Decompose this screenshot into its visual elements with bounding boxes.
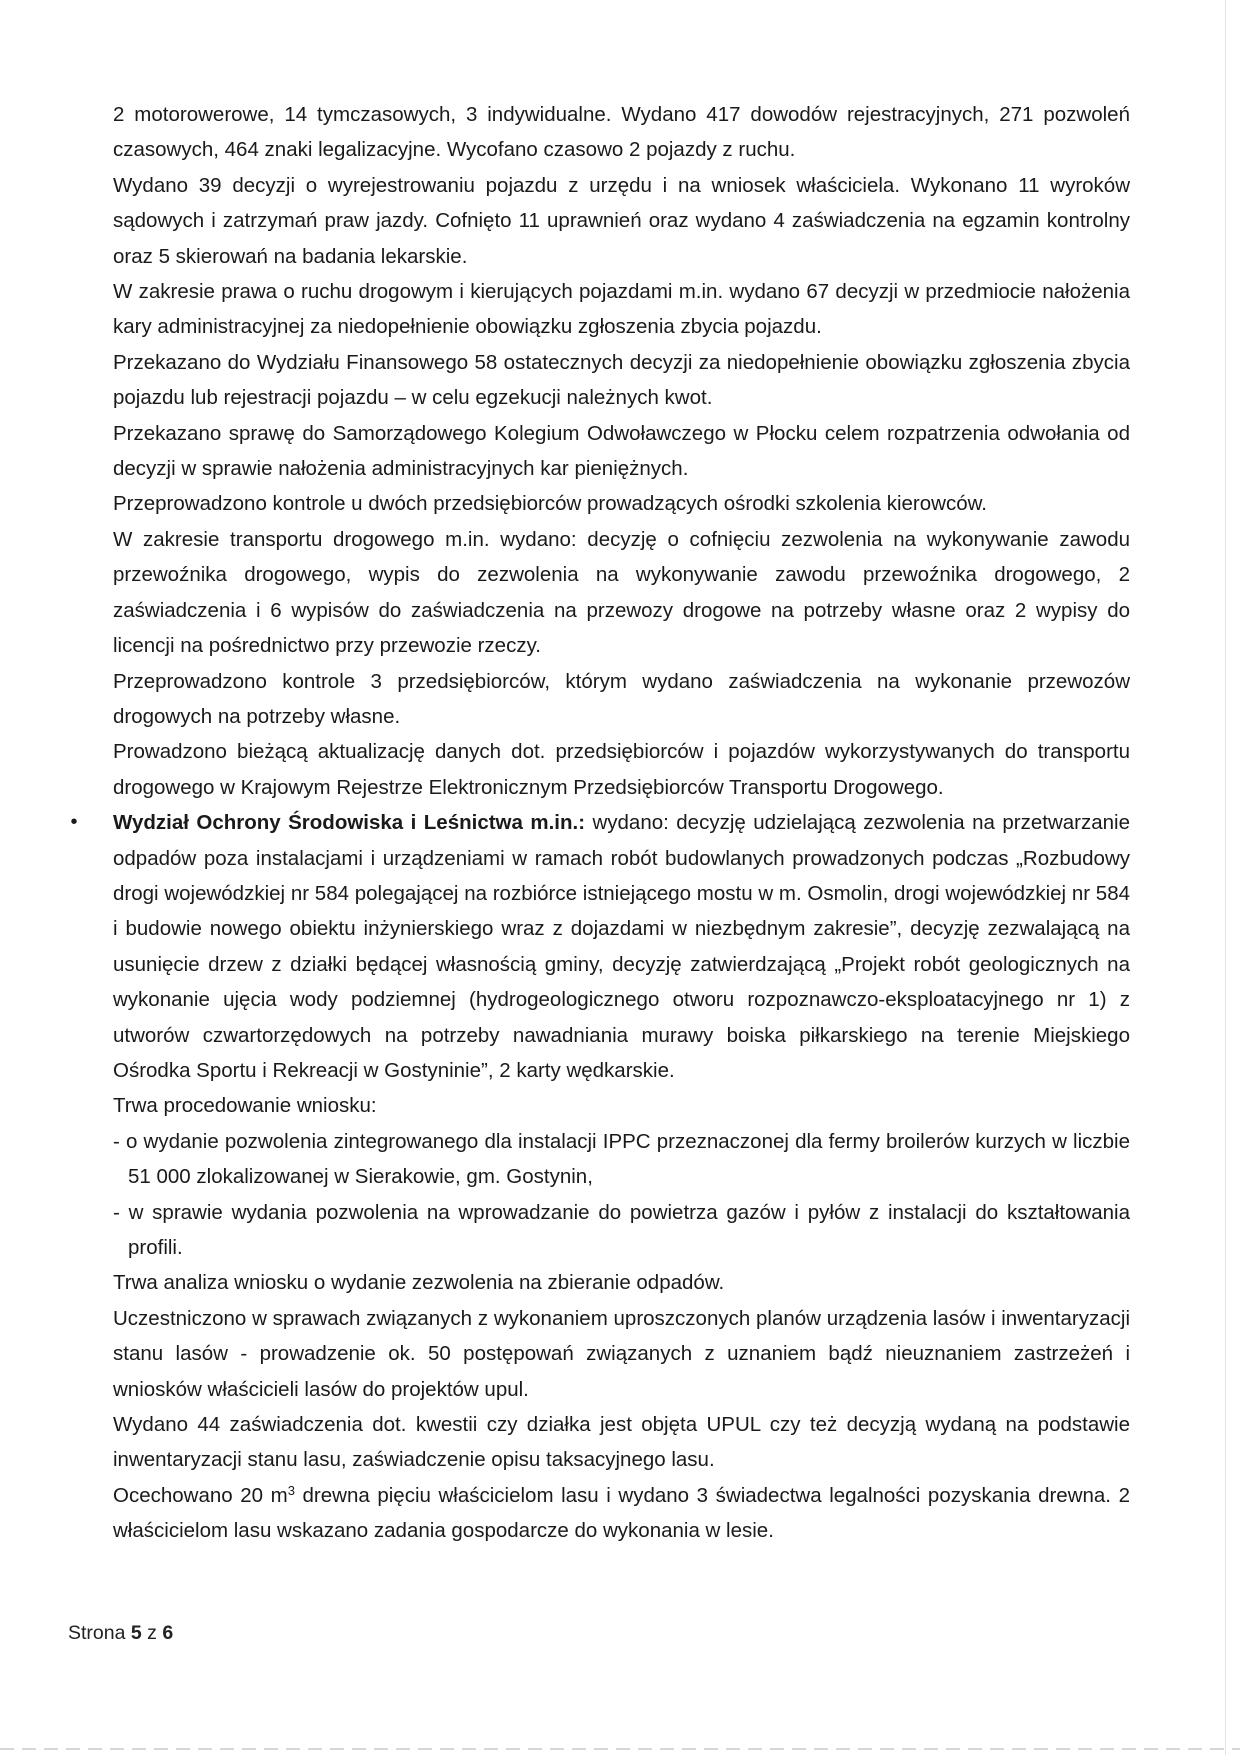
paragraph-registrations: 2 motorowerowe, 14 tymczasowych, 3 indywidualne. Wydano 417 dowodów rejestracyjnych, 271 pozwoleń czasowych, 464 znaki legalizacyjne. Wycofano czasowo 2 pojazdy z ruchu.: [113, 103, 1130, 162]
bullet-environment-department: [70, 805, 1130, 1088]
paragraph-register-update: Prowadzono bieżącą aktualizację danych dot. przedsiębiorców i pojazdów wykorzystywanych do transportu drogowego w Krajowym Rejestrze Elektronicznym Przedsiębiorców Transportu Drogowego.: [113, 740, 1130, 799]
paragraph-forest-plans: Uczestniczono w sprawach związanych z wykonaniem uproszczonych planów urządzenia lasów i inwentaryzacji stanu lasów - prowadzenie ok. 50 postępowań związanych z uznaniem bądź nieuznaniem zastrzeżeń i wniosków właścicieli lasów do projektów upul.: [113, 1306, 1130, 1401]
page-number: 5: [130, 1622, 142, 1644]
document-body: [70, 97, 1130, 1549]
timber-text-end: drewna pięciu właścicielom lasu i wydano 3 świadectwa legalności pozyskania drewna. 2 właścicielom lasu wskazano zadania gospodarcze do wykonania w lesie.: [113, 1483, 1130, 1543]
department-text: wydano: decyzję udzielającą zezwolenia na przetwarzanie odpadów poza instalacjami i urządzeniami w ramach robót budowlanych prowadzonych podczas „Rozbudowy drogi wojewódzkiej nr 584 polegającej na rozbiórce istniejącego mostu w m. Osmolin, drogi wojewódzkiej nr 584 i budowie nowego obiektu inżynierskiego wraz z dojazdami w niezbędnym zakresie”, decyzję zezwalającą na usunięcie drzew z działki będącej własnością gminy, decyzję zatwierdzającą „Projekt robót geologicznych na wykonanie ujęcia wody podziemnej (hydrogeologicznego otworu rozpoznawczo-eksploatacyjnego nr 1) z utworów czwartorzędowych na potrzeby nawadniania murawy boiska piłkarskiego na terenie Miejskiego Ośrodka Sportu i Rekreacji w Gostyninie”, 2 karty wędkarskie.: [113, 811, 1130, 1082]
cubic-superscript: 3: [287, 1482, 295, 1498]
paragraph-deregistrations: Wydano 39 decyzji o wyrejestrowaniu pojazdu z urzędu i na wniosek właściciela. Wykonano 11 wyroków sądowych i zatrzymań praw jazdy. Cofnięto 11 uprawnień oraz wydano 4 zaświadczenia na egzamin kontrolny oraz 5 skierowań na badania lekarskie.: [113, 173, 1130, 268]
paragraph-waste-collection: Trwa analiza wniosku o wydanie zezwolenia na zbieranie odpadów.: [113, 1271, 725, 1295]
paragraph-road-transport: W zakresie transportu drogowego m.in. wydano: decyzję o cofnięciu zezwolenia na wykonywanie zawodu przewoźnika drogowego, wypis do zezwolenia na wykonywanie zawodu przewoźnika drogowego, 2 zaświadczenia i 6 wypisów do zaświadczenia na przewozy drogowe na potrzeby własne oraz 2 wypisy do licencji na pośrednictwo przy przewozie rzeczy.: [113, 527, 1130, 658]
page-footer: [68, 1622, 173, 1645]
procedure-intro: Trwa procedowanie wniosku:: [113, 1094, 377, 1118]
department-heading: Wydział Ochrony Środowiska i Leśnictwa m.in.:: [113, 811, 586, 835]
bullet-icon: •: [70, 811, 78, 834]
page-of: z: [147, 1622, 157, 1644]
paragraph-upul-certificates: Wydano 44 zaświadczenia dot. kwestii czy działka jest objęta UPUL czy też decyzją wydaną na podstawie inwentaryzacji stanu lasu, zaświadczenie opisu taksacyjnego lasu.: [113, 1413, 1130, 1472]
paragraph-appeals-board: Przekazano sprawę do Samorządowego Kolegium Odwoławczego w Płocku celem rozpatrzenia odwołania od decyzji w sprawie nałożenia administracyjnych kar pieniężnych.: [113, 421, 1130, 481]
procedure-item-emissions: - w sprawie wydania pozwolenia na wprowadzanie do powietrza gazów i pyłów z instalacji do kształtowania profili.: [113, 1200, 1130, 1259]
scan-artifact-line: [0, 1748, 1240, 1750]
page-label: Strona: [68, 1622, 126, 1644]
page-total: 6: [162, 1622, 174, 1644]
paragraph-traffic-law: W zakresie prawa o ruchu drogowym i kierujących pojazdami m.in. wydano 67 decyzji w przedmiocie nałożenia kary administracyjnej za niedopełnienie obowiązku zgłoszenia zbycia pojazdu.: [113, 280, 1130, 339]
timber-text-start: Ocechowano 20 m: [113, 1483, 288, 1507]
paragraph-own-transport-inspections: Przeprowadzono kontrole 3 przedsiębiorców, którym wydano zaświadczenia na wykonanie przewozów drogowych na potrzeby własne.: [113, 669, 1130, 728]
paragraph-timber-marking: [113, 1478, 1130, 1549]
page-edge-line: [1225, 0, 1226, 1755]
procedure-item-ippc: - o wydanie pozwolenia zintegrowanego dla instalacji IPPC przeznaczonej dla fermy broilerów kurzych w liczbie 51 000 zlokalizowanej w Sierakowie, gm. Gostynin,: [113, 1129, 1130, 1189]
paragraph-driving-school-inspections: Przeprowadzono kontrole u dwóch przedsiębiorców prowadzących ośrodki szkolenia kierowców.: [113, 492, 987, 516]
paragraph-finance-transfer: Przekazano do Wydziału Finansowego 58 ostatecznych decyzji za niedopełnienie obowiązku zgłoszenia zbycia pojazdu lub rejestracji pojazdu – w celu egzekucji należnych kwot.: [113, 350, 1130, 410]
